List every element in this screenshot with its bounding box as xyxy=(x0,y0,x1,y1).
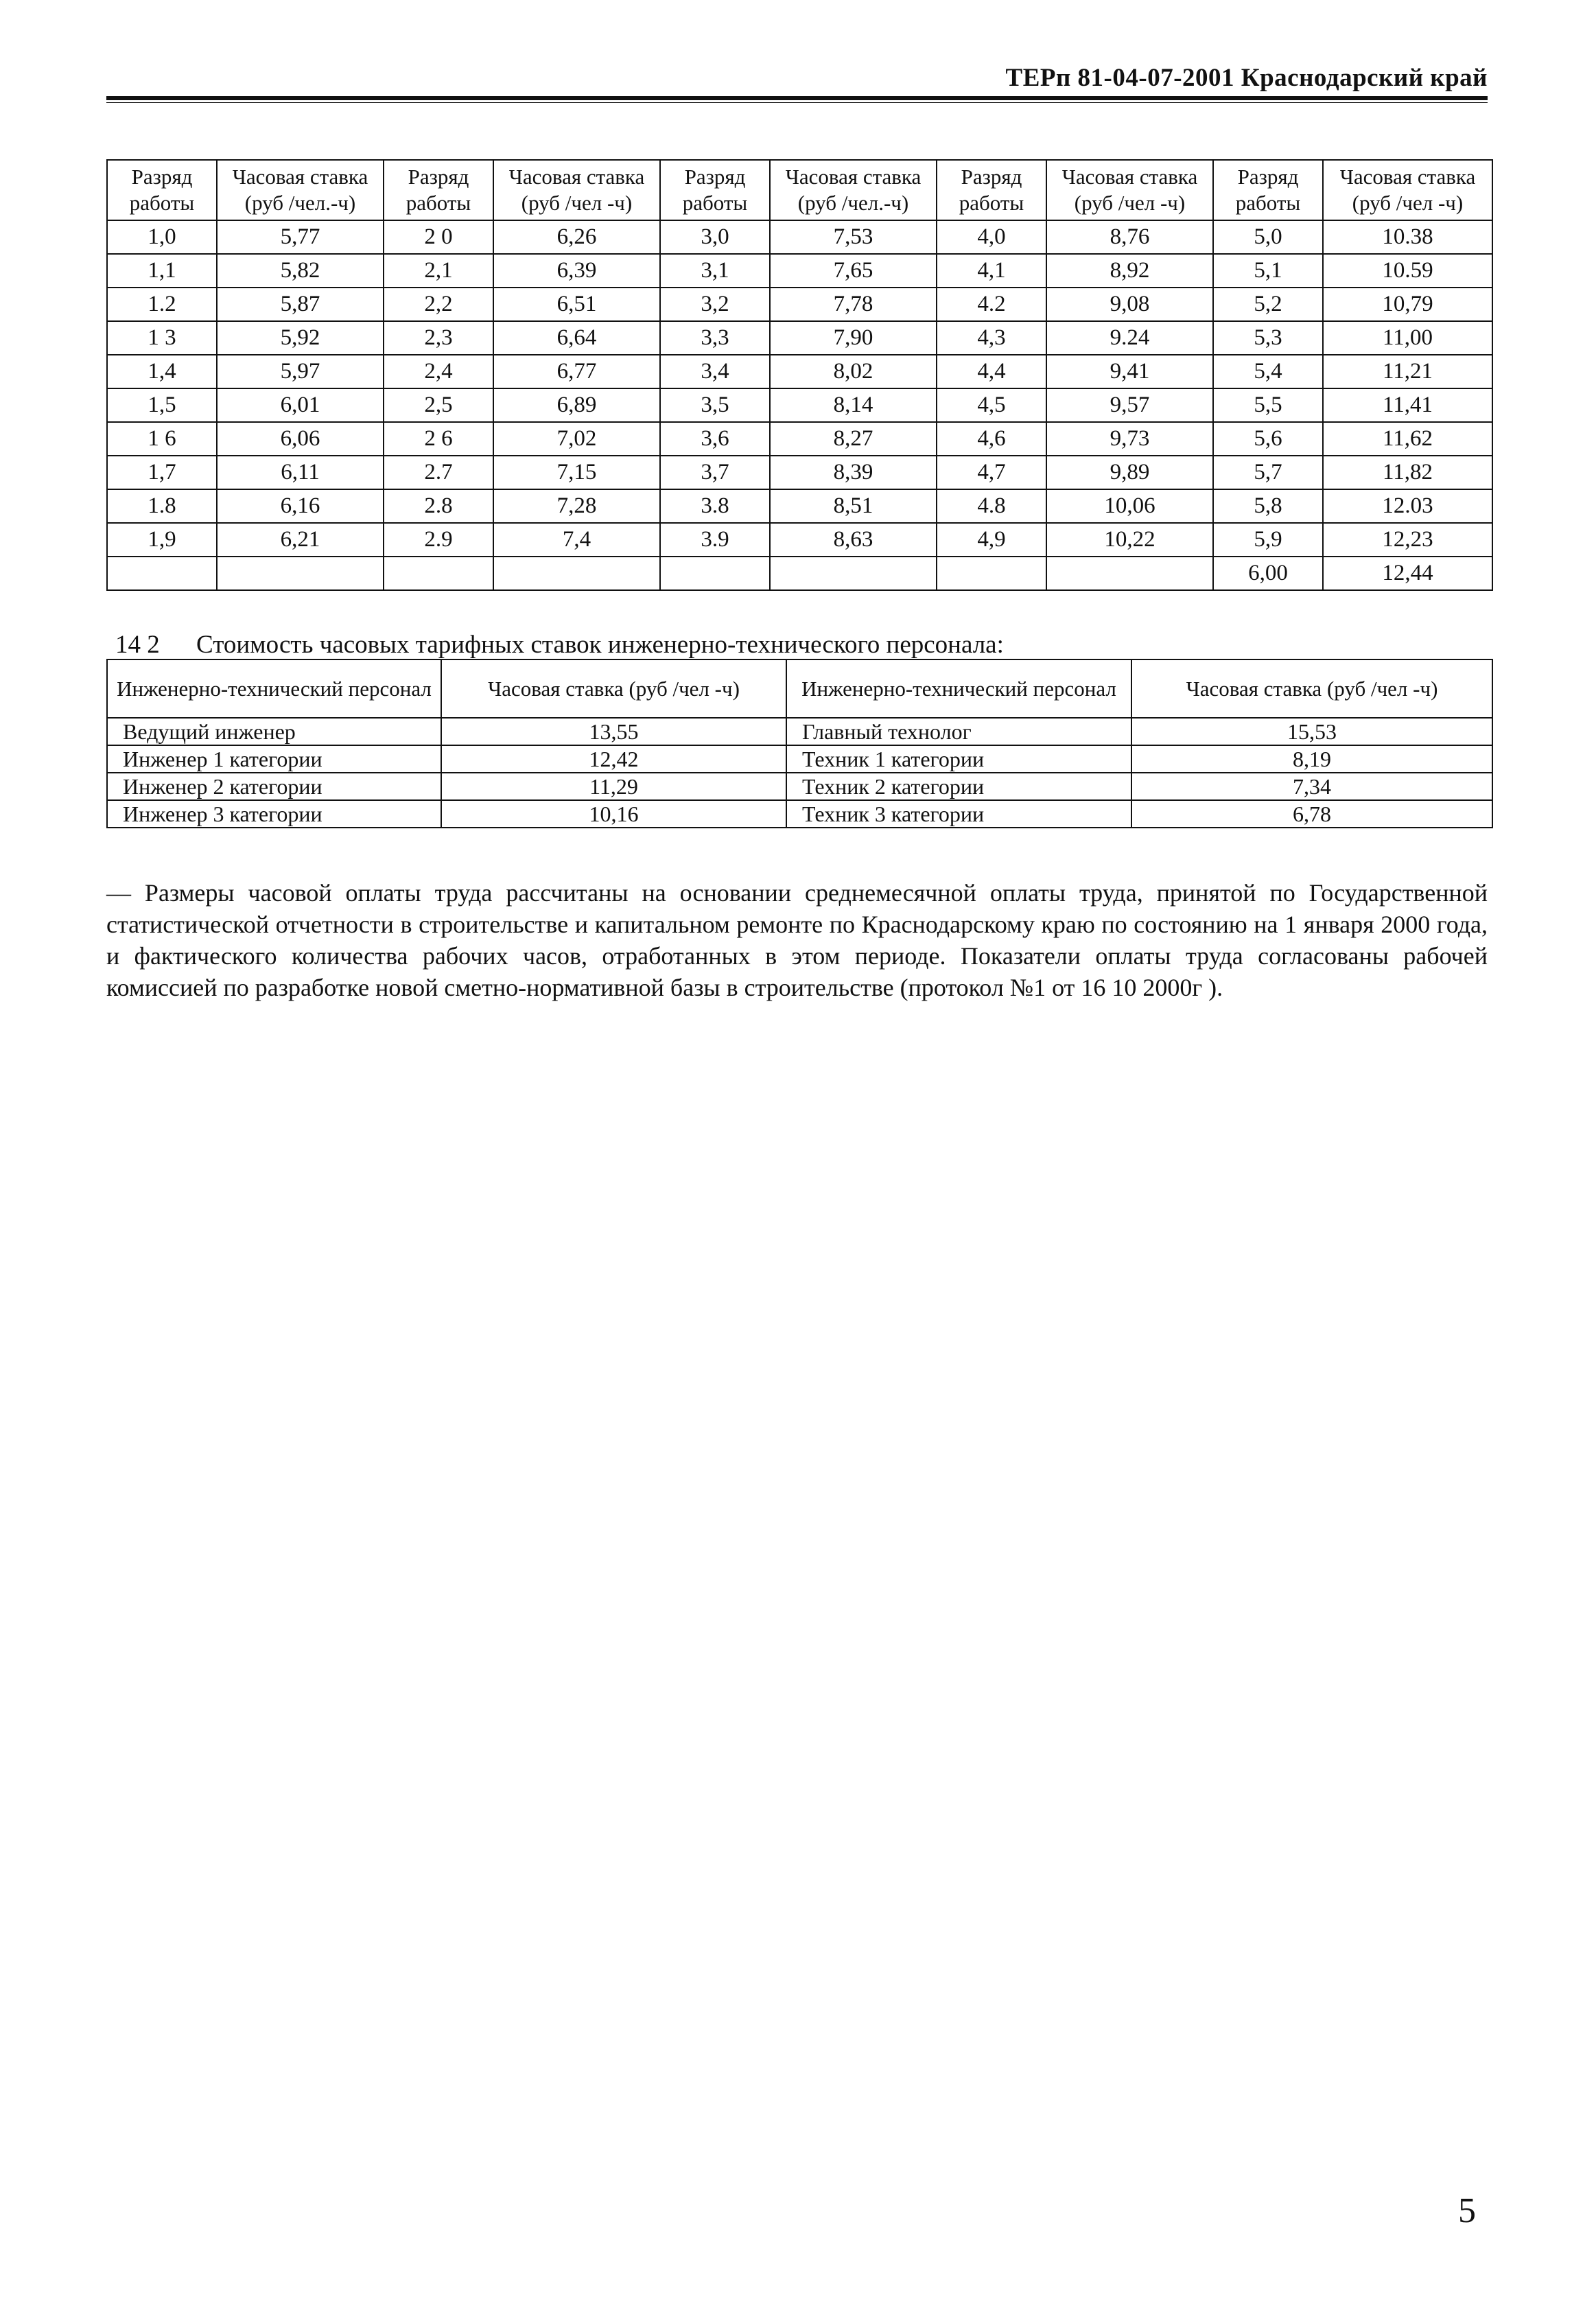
table-row xyxy=(107,456,1492,489)
table-cell: 7,34 xyxy=(1131,773,1492,800)
table-cell: 10,06 xyxy=(1046,489,1213,523)
table-cell: 6,39 xyxy=(493,254,660,288)
table-cell: Техник 2 категории xyxy=(786,773,1131,800)
table-row xyxy=(107,254,1492,288)
table-row xyxy=(107,422,1492,456)
table-cell: 5,0 xyxy=(1213,220,1323,254)
table-cell: 5,7 xyxy=(1213,456,1323,489)
table-cell: 5,4 xyxy=(1213,355,1323,388)
table-cell: 3.8 xyxy=(660,489,770,523)
table-cell: 11,21 xyxy=(1323,355,1492,388)
table-cell: 7,4 xyxy=(493,523,660,557)
table-row xyxy=(107,718,1492,745)
table-cell: 7,53 xyxy=(770,220,937,254)
table-cell: 8,19 xyxy=(1131,745,1492,773)
table-cell: 4,1 xyxy=(937,254,1046,288)
table-row xyxy=(107,745,1492,773)
table-cell xyxy=(937,557,1046,590)
section-heading xyxy=(115,630,1004,659)
table-cell: Инженер 2 категории xyxy=(107,773,441,800)
table-cell: 3,6 xyxy=(660,422,770,456)
table-cell: 5,82 xyxy=(217,254,384,288)
table-cell: 7,02 xyxy=(493,422,660,456)
table-cell: 8,39 xyxy=(770,456,937,489)
table-cell: 4.8 xyxy=(937,489,1046,523)
table-cell: 5,9 xyxy=(1213,523,1323,557)
table-cell: 5,77 xyxy=(217,220,384,254)
table-row xyxy=(107,388,1492,422)
table-cell: 1 3 xyxy=(107,321,217,355)
table-cell: 11,82 xyxy=(1323,456,1492,489)
table-cell: 8,76 xyxy=(1046,220,1213,254)
table-row xyxy=(107,355,1492,388)
table-cell: 4,4 xyxy=(937,355,1046,388)
table-cell: 6,51 xyxy=(493,288,660,321)
page-number: 5 xyxy=(1458,2191,1476,2230)
table-cell: 2.9 xyxy=(384,523,493,557)
table-cell: 8,27 xyxy=(770,422,937,456)
table-cell xyxy=(384,557,493,590)
table-row xyxy=(107,523,1492,557)
table-cell: 6,00 xyxy=(1213,557,1323,590)
table-cell: 5,6 xyxy=(1213,422,1323,456)
table-cell: 7,15 xyxy=(493,456,660,489)
table-cell: 3,5 xyxy=(660,388,770,422)
column-header: Часовая ставка (руб /чел -ч) xyxy=(1131,659,1492,718)
table-cell: 6,06 xyxy=(217,422,384,456)
table-row xyxy=(107,557,1492,590)
table-cell: 6,21 xyxy=(217,523,384,557)
table-row xyxy=(107,773,1492,800)
table-cell: 4,7 xyxy=(937,456,1046,489)
section-number: 14 2 xyxy=(115,631,160,659)
footnote-paragraph: — Размеры часовой оплаты труда рассчитаны на основании среднемесячной оплаты труда, принятой по Государственной статистической отчетности в строительстве и капитальном ремонте по Краснодарскому краю по состоянию на 1 января 2000 года, и фактического количества рабочих часов, отработанных в этом периоде. Показатели оплаты труда согласованы рабочей комиссией по разработке новой сметно-нормативной базы в строительстве (протокол №1 от 16 10 2000г ). xyxy=(106,879,1488,1001)
table-cell: 9,41 xyxy=(1046,355,1213,388)
table-cell: 3,1 xyxy=(660,254,770,288)
column-header: Часовая ставка (руб /чел -ч) xyxy=(1046,160,1213,220)
table-row xyxy=(107,220,1492,254)
table-cell: 4,0 xyxy=(937,220,1046,254)
column-header: Часовая ставка (руб /чел.-ч) xyxy=(217,160,384,220)
table-cell: 11,62 xyxy=(1323,422,1492,456)
table-cell: Техник 1 категории xyxy=(786,745,1131,773)
table-cell: 1.2 xyxy=(107,288,217,321)
column-header: Часовая ставка (руб /чел -ч) xyxy=(1323,160,1492,220)
table-cell: 3,0 xyxy=(660,220,770,254)
table-cell: 7,28 xyxy=(493,489,660,523)
table-cell: 3,3 xyxy=(660,321,770,355)
table-cell xyxy=(107,557,217,590)
table-cell: 5,8 xyxy=(1213,489,1323,523)
staff-table-body xyxy=(107,718,1492,828)
table-cell: 10,79 xyxy=(1323,288,1492,321)
column-header: Разряд работы xyxy=(937,160,1046,220)
column-header: Разряд работы xyxy=(660,160,770,220)
table-cell: 1 6 xyxy=(107,422,217,456)
table-cell: 4,9 xyxy=(937,523,1046,557)
table-cell: 6,78 xyxy=(1131,800,1492,828)
table-cell: 3,4 xyxy=(660,355,770,388)
column-header: Часовая ставка (руб /чел.-ч) xyxy=(770,160,937,220)
table-cell: 4.2 xyxy=(937,288,1046,321)
table-cell: 2,5 xyxy=(384,388,493,422)
table-cell: 5,2 xyxy=(1213,288,1323,321)
table-cell: 9,08 xyxy=(1046,288,1213,321)
table-cell: 1,1 xyxy=(107,254,217,288)
table-cell: 6,16 xyxy=(217,489,384,523)
table-cell: 2.8 xyxy=(384,489,493,523)
table-cell: 10,16 xyxy=(441,800,786,828)
table-cell: 6,01 xyxy=(217,388,384,422)
table-cell: 7,78 xyxy=(770,288,937,321)
table-row xyxy=(107,288,1492,321)
table-cell: 2,1 xyxy=(384,254,493,288)
table-cell: 6,64 xyxy=(493,321,660,355)
table-cell: 1,9 xyxy=(107,523,217,557)
table-cell: 5,5 xyxy=(1213,388,1323,422)
table-cell: Главный технолог xyxy=(786,718,1131,745)
wage-rate-table xyxy=(106,159,1493,591)
table-cell: 12,42 xyxy=(441,745,786,773)
table-cell: 5,87 xyxy=(217,288,384,321)
column-header: Разряд работы xyxy=(1213,160,1323,220)
table-cell: 11,00 xyxy=(1323,321,1492,355)
column-header: Разряд работы xyxy=(384,160,493,220)
table-cell: Инженер 3 категории xyxy=(107,800,441,828)
table-cell: 5,3 xyxy=(1213,321,1323,355)
engineering-staff-table xyxy=(106,659,1493,828)
table-cell: 11,29 xyxy=(441,773,786,800)
table-cell: 8,63 xyxy=(770,523,937,557)
table-cell: 15,53 xyxy=(1131,718,1492,745)
table-cell: 6,26 xyxy=(493,220,660,254)
table-cell: 8,92 xyxy=(1046,254,1213,288)
wage-table-body xyxy=(107,220,1492,590)
table-row xyxy=(107,321,1492,355)
table-cell: 1,5 xyxy=(107,388,217,422)
table-cell: 1,4 xyxy=(107,355,217,388)
column-header: Часовая ставка (руб /чел -ч) xyxy=(493,160,660,220)
table-cell: 9.24 xyxy=(1046,321,1213,355)
table-cell: 5,92 xyxy=(217,321,384,355)
table-cell: 6,77 xyxy=(493,355,660,388)
table-cell: 2 0 xyxy=(384,220,493,254)
table-cell xyxy=(493,557,660,590)
table-cell xyxy=(660,557,770,590)
table-cell: 10.38 xyxy=(1323,220,1492,254)
table-cell: 2,4 xyxy=(384,355,493,388)
table-cell: 12,23 xyxy=(1323,523,1492,557)
table-cell: 4,5 xyxy=(937,388,1046,422)
table-cell xyxy=(1046,557,1213,590)
table-cell: Техник 3 категории xyxy=(786,800,1131,828)
table-cell: 3.9 xyxy=(660,523,770,557)
table-cell: 2,2 xyxy=(384,288,493,321)
table-cell: 11,41 xyxy=(1323,388,1492,422)
table-cell: 12,44 xyxy=(1323,557,1492,590)
table-cell: 5,97 xyxy=(217,355,384,388)
table-cell: 5,1 xyxy=(1213,254,1323,288)
table-cell: 10,22 xyxy=(1046,523,1213,557)
table-cell: 8,02 xyxy=(770,355,937,388)
table-cell xyxy=(217,557,384,590)
table-cell: 3,2 xyxy=(660,288,770,321)
table-row xyxy=(107,800,1492,828)
table-cell: Инженер 1 категории xyxy=(107,745,441,773)
table-cell: 3,7 xyxy=(660,456,770,489)
header-rule xyxy=(106,96,1488,103)
table-cell: 7,65 xyxy=(770,254,937,288)
table-cell: 10.59 xyxy=(1323,254,1492,288)
table-cell xyxy=(770,557,937,590)
table-cell: Ведущий инженер xyxy=(107,718,441,745)
table-cell: 9,57 xyxy=(1046,388,1213,422)
document-header: ТЕРп 81-04-07-2001 Краснодарский край xyxy=(1005,64,1488,92)
table-cell: 8,14 xyxy=(770,388,937,422)
column-header: Инженерно-технический персонал xyxy=(107,659,441,718)
column-header: Разряд работы xyxy=(107,160,217,220)
table-cell: 13,55 xyxy=(441,718,786,745)
table-row xyxy=(107,489,1492,523)
table-header-row xyxy=(107,659,1492,718)
column-header: Инженерно-технический персонал xyxy=(786,659,1131,718)
table-cell: 6,89 xyxy=(493,388,660,422)
table-cell: 12.03 xyxy=(1323,489,1492,523)
table-cell: 9,73 xyxy=(1046,422,1213,456)
table-cell: 1,7 xyxy=(107,456,217,489)
table-cell: 4,6 xyxy=(937,422,1046,456)
section-title: Стоимость часовых тарифных ставок инженерно-технического персонала: xyxy=(196,631,1004,659)
column-header: Часовая ставка (руб /чел -ч) xyxy=(441,659,786,718)
table-cell: 2.7 xyxy=(384,456,493,489)
table-cell: 4,3 xyxy=(937,321,1046,355)
table-header-row xyxy=(107,160,1492,220)
table-cell: 2 6 xyxy=(384,422,493,456)
table-cell: 1,0 xyxy=(107,220,217,254)
table-cell: 7,90 xyxy=(770,321,937,355)
table-cell: 6,11 xyxy=(217,456,384,489)
table-cell: 9,89 xyxy=(1046,456,1213,489)
table-cell: 8,51 xyxy=(770,489,937,523)
table-cell: 2,3 xyxy=(384,321,493,355)
table-cell: 1.8 xyxy=(107,489,217,523)
